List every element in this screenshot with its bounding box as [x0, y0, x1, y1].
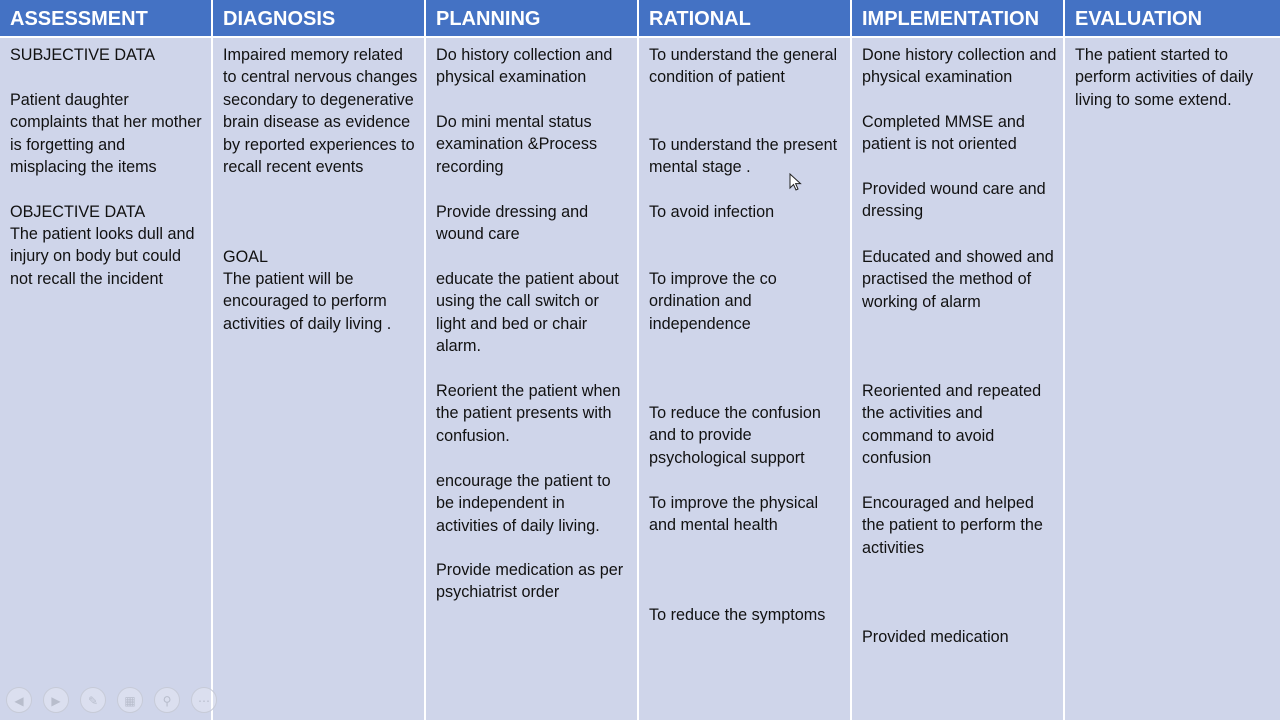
diagnosis-text: Impaired memory related to central nervous changes secondary to degenerative brain disease as evidence by reported experiences to recall recent events	[223, 46, 418, 177]
next-icon[interactable]: ▶	[43, 687, 69, 713]
header-evaluation: EVALUATION	[1065, 0, 1280, 38]
rational-item: To improve the physical and mental health	[649, 494, 819, 535]
prev-icon[interactable]: ◀	[6, 687, 32, 713]
evaluation-text: The patient started to perform activities of daily living to some extend.	[1075, 46, 1254, 109]
subjective-label: SUBJECTIVE DATA	[10, 46, 156, 64]
planning-item: Provide dressing and wound care	[436, 203, 589, 244]
slideshow-controls	[6, 687, 217, 713]
rational-item: To improve the co ordination and independence	[649, 270, 777, 333]
implementation-item: Reoriented and repeated the activities and command to avoid confusion	[862, 382, 1042, 468]
planning-item: educate the patient about using the call switch or light and bed or chair alarm.	[436, 270, 619, 356]
implementation-item: Completed MMSE and patient is not oriented	[862, 113, 1025, 154]
planning-item: encourage the patient to be independent in activities of daily living.	[436, 472, 611, 535]
header-planning: PLANNING	[426, 0, 639, 38]
header-rational: RATIONAL	[639, 0, 852, 38]
column-diagnosis	[213, 38, 426, 720]
rational-item: To reduce the confusion and to provide psychological support	[649, 404, 821, 467]
header-implementation: IMPLEMENTATION	[852, 0, 1065, 38]
column-evaluation	[1065, 38, 1280, 720]
rational-item: To reduce the symptoms	[649, 606, 826, 624]
column-planning	[426, 38, 639, 720]
objective-label: OBJECTIVE DATA	[10, 203, 146, 221]
planning-item: Reorient the patient when the patient presents with confusion.	[436, 382, 621, 445]
column-rational	[639, 38, 852, 720]
implementation-item: Educated and showed and practised the method of working of alarm	[862, 248, 1054, 311]
goal-text: The patient will be encouraged to perform activities of daily living .	[223, 270, 392, 333]
pen-icon[interactable]: ✎	[80, 687, 106, 713]
zoom-icon[interactable]: ⚲	[154, 687, 180, 713]
more-icon[interactable]: ⋯	[191, 687, 217, 713]
implementation-item: Provided medication	[862, 628, 1009, 646]
implementation-item: Provided wound care and dressing	[862, 180, 1046, 221]
header-diagnosis: DIAGNOSIS	[213, 0, 426, 38]
rational-item: To understand the present mental stage .	[649, 136, 838, 177]
subjective-text: Patient daughter complaints that her mother is forgetting and misplacing the items	[10, 91, 202, 177]
implementation-item: Encouraged and helped the patient to perform the activities	[862, 494, 1043, 557]
goal-label: GOAL	[223, 248, 268, 266]
column-assessment	[0, 38, 213, 720]
rational-item: To understand the general condition of patient	[649, 46, 838, 87]
planning-item: Do history collection and physical examination	[436, 46, 613, 87]
mouse-pointer-icon	[789, 173, 803, 193]
column-implementation	[852, 38, 1065, 720]
implementation-item: Done history collection and physical examination	[862, 46, 1057, 87]
header-assessment: ASSESSMENT	[0, 0, 213, 38]
planning-item: Do mini mental status examination &Process recording	[436, 113, 598, 176]
rational-item: To avoid infection	[649, 203, 775, 221]
objective-text: The patient looks dull and injury on body but could not recall the incident	[10, 225, 195, 288]
planning-item: Provide medication as per psychiatrist order	[436, 561, 624, 602]
slides-icon[interactable]: ▦	[117, 687, 143, 713]
